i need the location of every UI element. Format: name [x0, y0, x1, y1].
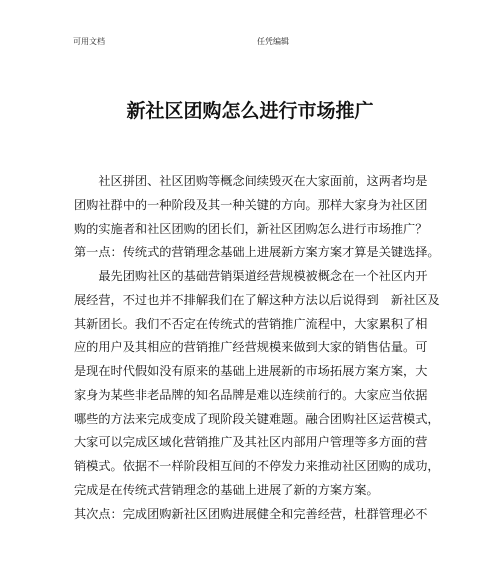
- document-title: 新社区团购怎么进行市场推广: [126, 100, 374, 122]
- document-body: [74, 170, 446, 526]
- body-line: 是现在时代假如没有原来的基础上进展新的市场拓展方案方案，大: [74, 364, 428, 378]
- body-line: 大家可以完成区域化营销推广及其社区内部用户管理等多方面的营: [74, 435, 428, 450]
- body-line: 展经营，不过也并不排解我们在了解这种方法以后说得到 新社区及: [74, 292, 440, 307]
- body-line: 最先团购社区的基础营销渠道经营规模被概念在一个社区内开: [74, 269, 428, 283]
- body-line: 社区拼团、社区团购等概念间续毁灭在大家面前，这两者均是: [74, 174, 428, 188]
- body-line: 家身为某些非老品牌的知名品牌是难以连续前行的。大家应当依据: [74, 387, 428, 402]
- body-line: 销模式。依据不一样阶段相互间的不停发力来推动社区团购的成功，: [74, 459, 440, 473]
- body-line: 哪些的方法来完成变成了现阶段关键难题。融合团购社区运营模式，: [74, 411, 440, 426]
- body-line: 购的实施者和社区团购的团长们，新社区团购怎么进行市场推广？: [74, 221, 428, 236]
- body-line: 其次点：完成团购新社区团购进展健全和完善经营，杜群管理必不: [74, 506, 428, 521]
- body-line: 第一点：传统式的营销理念基础上进展新方案方案才算是关键选择。: [74, 245, 440, 260]
- body-line: 其新团长。我们不否定在传统式的营销推广流程中，大家累积了相: [74, 316, 428, 331]
- body-line: 应的用户及其相应的营销推广经营规模来做到大家的销售估量。可: [74, 340, 428, 355]
- header-right-text: 任凭编辑: [257, 37, 289, 46]
- body-line: 团购社群中的一种阶段及其一种关键的方向。那样大家身为社区团: [74, 197, 428, 212]
- header-left-text: 可用文档: [73, 37, 105, 46]
- body-line: 完成是在传统式营销理念的基础上进展了新的方案方案。: [74, 482, 379, 497]
